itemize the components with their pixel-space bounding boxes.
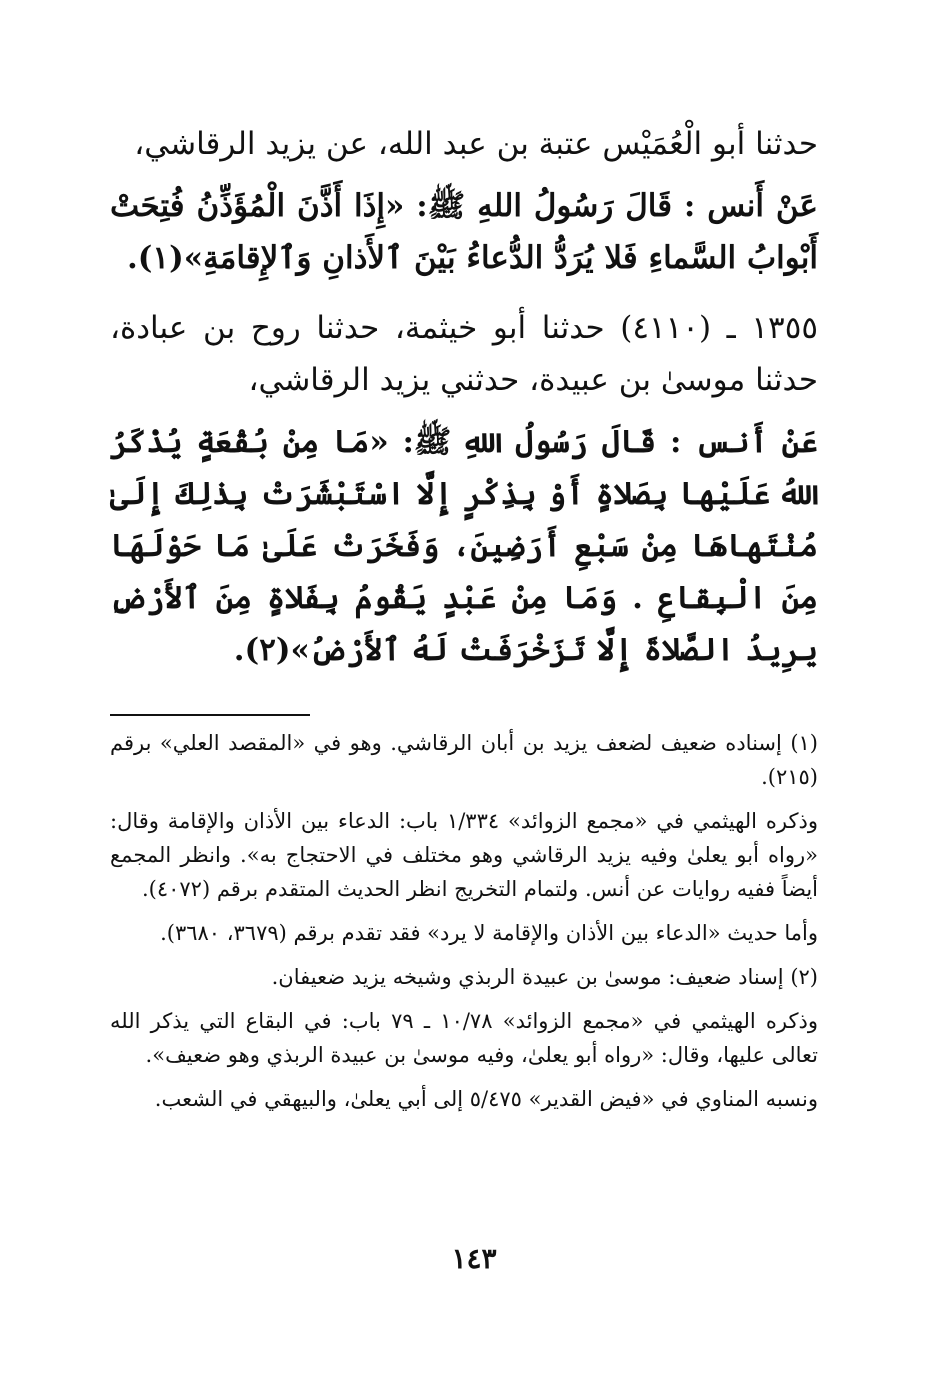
footnote-1-note-a: وذكره الهيثمي في «مجمع الزوائد» ١/٣٣٤ باب: الدعاء بين الأذان والإقامة وقال: «رواه أبو يعلىٰ وفيه يزيد الرقاشي وهو مختلف في الاحتجاج به». وانظر المجمع أيضاً ففيه روايات عن أنس. ولتمام التخريج انظر الحديث المتقدم برقم (٤٠٧٢).	[110, 809, 818, 901]
main-text	[110, 118, 818, 676]
footnote-2: (٢) إسناد ضعيف: موسىٰ بن عبيدة الربذي وشيخه يزيد ضعيفان.	[271, 965, 818, 989]
hadith-text-1: عَنْ أَنس : قَالَ رَسُولُ اللهِ ﷺ: «إِذَا أَذَّنَ الْمُؤَذِّنُ فُتِحَتْ أَبْوابُ السَّماءِ فَلا يُرَدُّ الدُّعاءُ بَيْنَ ٱلأَذانِ وَٱلإِقامَةِ»(١).	[110, 188, 818, 276]
footnote-divider	[110, 714, 310, 716]
footnote-2-note-b: ونسبه المناوي في «فيض القدير» ٥/٤٧٥ إلى أبي يعلىٰ، والبيهقي في الشعب.	[154, 1087, 818, 1111]
hadith-text-2: عَنْ أَنس : قَالَ رَسُولُ اللهِ ﷺ: «مَا مِنْ بُقْعَةٍ يُذْكَرُ اللهُ عَلَيْها بِصَلاةٍ أَوْ بِذِكْرٍ إِلَّا اسْتَبْشَرَتْ بِذٰلِكَ إِلَىٰ مُنْتَهاهَا مِنْ سَبْعِ أَرَضِينَ، وَفَخَرَتْ عَلَىٰ مَا حَوْلَهَا مِنَ الْبِقاعِ . وَمَا مِنْ عَبْدٍ يَقُومُ بِفَلاةٍ مِنَ ٱلأَرْضِ يرِيدُ الصَّلاةَ إِلَّا تَزَخْرَفَتْ لَهُ ٱلأَرْضُ»(٢).	[110, 424, 818, 668]
isnad-line-1: حدثنا أبو الْعُمَيْس عتبة بن عبد الله، عن يزيد الرقاشي،	[134, 126, 818, 162]
page-number: ١٤٣	[451, 1242, 497, 1275]
isnad-1355: ١٣٥٥ ـ (٤١١٠) حدثنا أبو خيثمة، حدثنا روح بن عبادة، حدثنا موسىٰ بن عبيدة، حدثني يزيد الرقاشي،	[110, 310, 818, 398]
footnote-2-note-a: وذكره الهيثمي في «مجمع الزوائد» ١٠/٧٨ ـ ٧٩ باب: في البقاع التي يذكر الله تعالى عليها، وقال: «رواه أبو يعلىٰ، وفيه موسىٰ بن عبيدة الربذي وهو ضعيف».	[110, 1009, 818, 1067]
footnotes	[110, 726, 818, 1116]
footnote-1-note-b: وأما حديث «الدعاء بين الأذان والإقامة لا يرد» فقد تقدم برقم (٣٦٧٩، ٣٦٨٠).	[160, 921, 818, 945]
footnote-1: (١) إسناده ضعيف لضعف يزيد بن أبان الرقاشي. وهو في «المقصد العلي» برقم (٢١٥).	[110, 731, 818, 789]
